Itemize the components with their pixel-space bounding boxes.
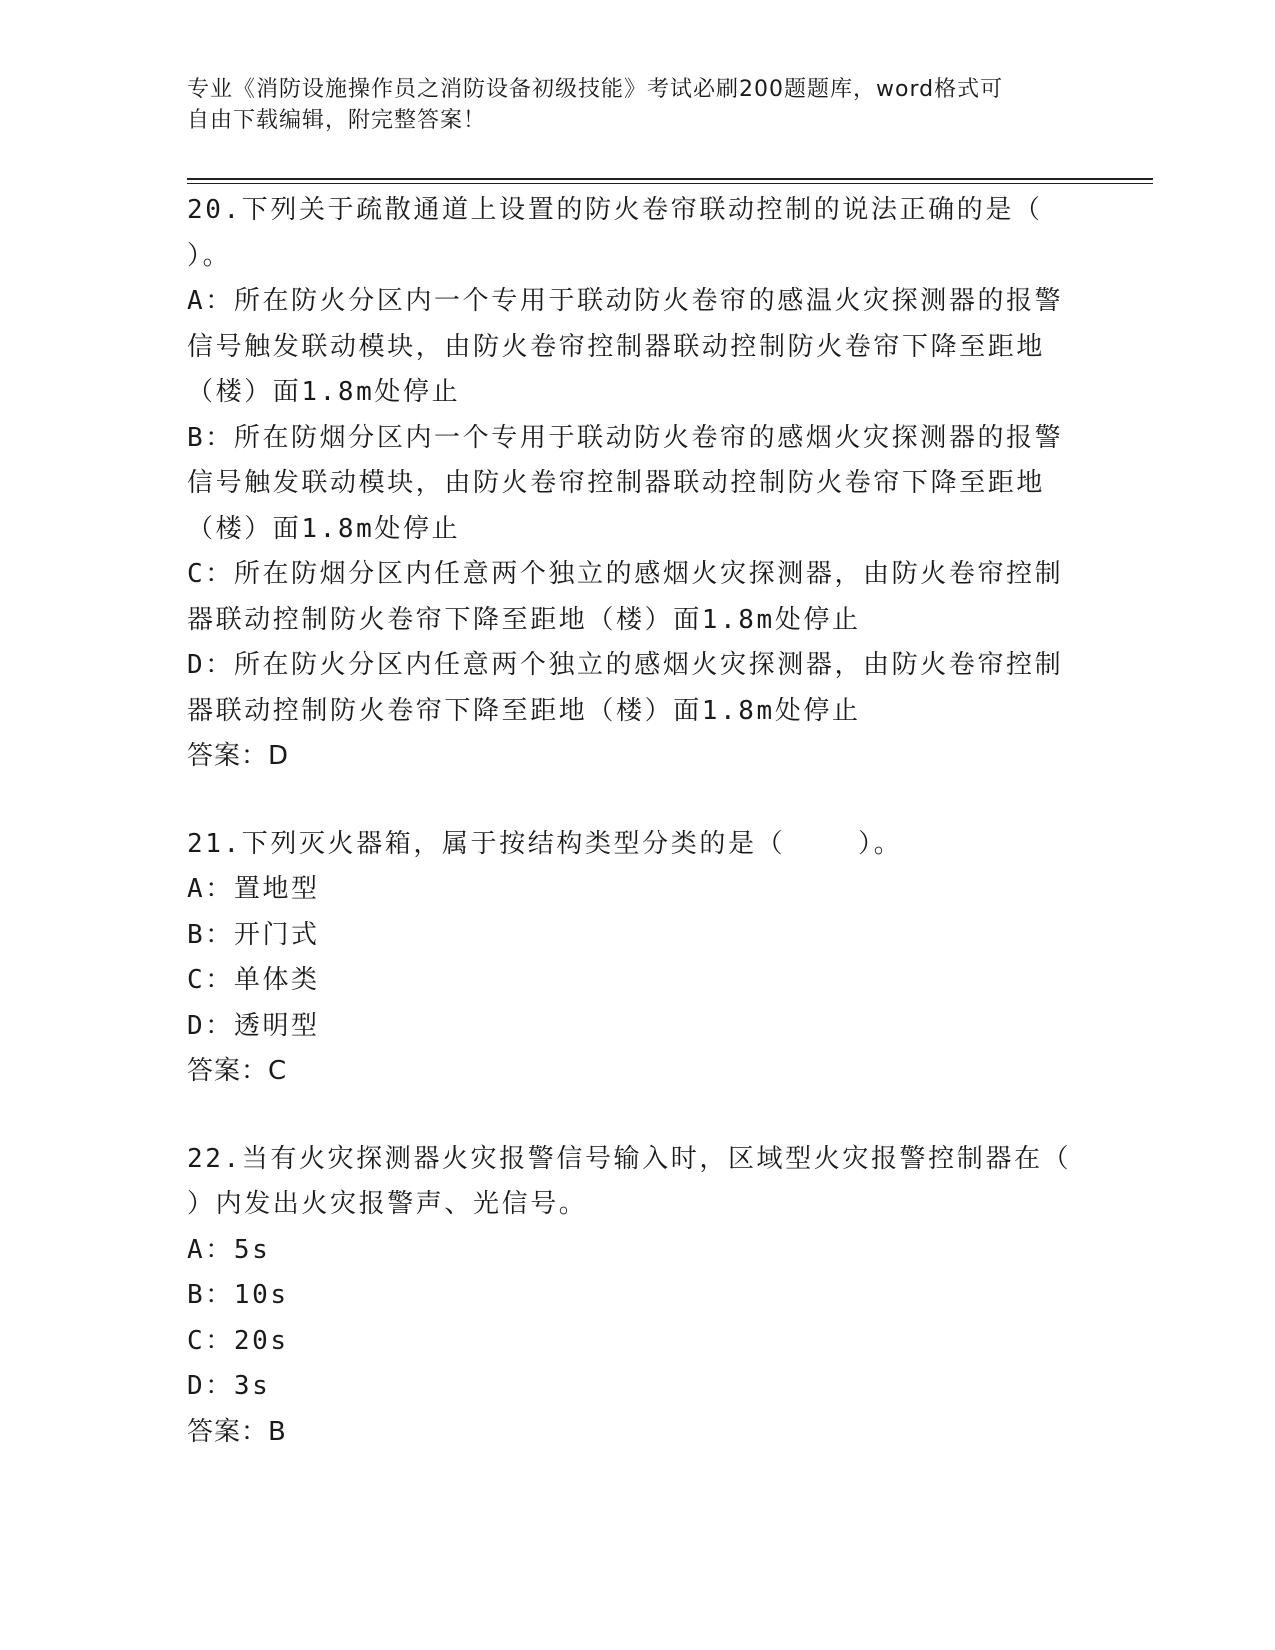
option-b-continued: （楼）面1.8m处停止 (187, 513, 461, 544)
header-divider-thick (187, 178, 1153, 180)
option-b: B：开门式 (187, 919, 320, 950)
document-header (187, 74, 1067, 136)
question-stem: 20.下列关于疏散通道上设置的防火卷帘联动控制的说法正确的是（ (187, 195, 1043, 225)
question-spacer (187, 780, 1087, 822)
option-a: A：所在防火分区内一个专用于联动防火卷帘的感温火灾探测器的报警 (187, 286, 1064, 316)
question-22 (187, 1137, 1087, 1456)
option-a: A：置地型 (187, 874, 320, 904)
answer-line: 答案：B (187, 1416, 287, 1447)
option-a: A：5s (187, 1234, 271, 1265)
header-title-line-2: 自由下载编辑，附完整答案！ (187, 108, 487, 133)
option-c-continued: 器联动控制防火卷帘下降至距地（楼）面1.8m处停止 (187, 604, 861, 635)
option-d: D：3s (187, 1371, 271, 1401)
header-divider-thin (187, 183, 1153, 184)
answer-line: 答案：D (187, 741, 290, 771)
option-d: D：所在防火分区内任意两个独立的感烟火灾探测器，由防火卷帘控制 (187, 650, 1064, 680)
option-c: C：单体类 (187, 965, 320, 995)
question-stem: 22.当有火灾探测器火灾报警信号输入时，区域型火灾报警控制器在（ (187, 1143, 1072, 1174)
header-title-line-1: 专业《消防设施操作员之消防设备初级技能》考试必刷200题题库，word格式可 (187, 77, 1004, 102)
option-c: C：20s (187, 1325, 289, 1356)
option-b: B：10s (187, 1280, 289, 1310)
question-list (187, 188, 1087, 1455)
question-20 (187, 188, 1087, 780)
option-b: B：所在防烟分区内一个专用于联动防火卷帘的感烟火灾探测器的报警 (187, 422, 1064, 453)
question-spacer (187, 1095, 1087, 1137)
option-c: C：所在防烟分区内任意两个独立的感烟火灾探测器，由防火卷帘控制 (187, 559, 1064, 589)
question-21 (187, 822, 1087, 1095)
option-a-continued: 信号触发联动模块，由防火卷帘控制器联动控制防火卷帘下降至距地 (187, 331, 1046, 362)
option-d: D：透明型 (187, 1010, 320, 1041)
question-stem-continued: ）内发出火灾报警声、光信号。 (187, 1189, 588, 1219)
question-stem-continued: ）。 (187, 240, 232, 271)
answer-line: 答案：C (187, 1056, 288, 1086)
option-a-continued: （楼）面1.8m处停止 (187, 377, 461, 407)
option-d-continued: 器联动控制防火卷帘下降至距地（楼）面1.8m处停止 (187, 695, 861, 726)
question-stem: 21.下列灭火器箱，属于按结构类型分类的是（ ）。 (187, 828, 903, 859)
option-b-continued: 信号触发联动模块，由防火卷帘控制器联动控制防火卷帘下降至距地 (187, 468, 1046, 498)
